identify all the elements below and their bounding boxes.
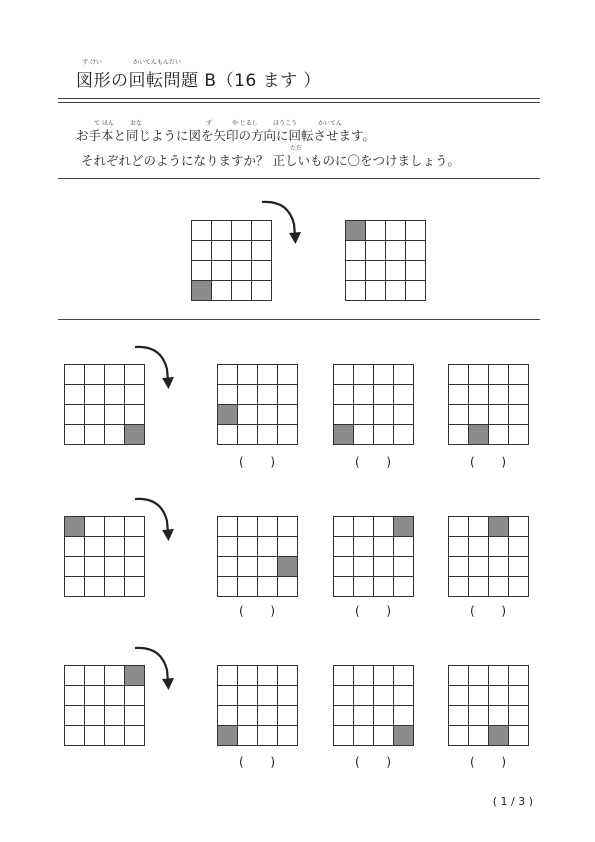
clockwise-arrow-icon: [131, 341, 179, 391]
grid-cell: [354, 365, 374, 385]
grid-cell: [469, 577, 489, 597]
grid-cell: [489, 537, 509, 557]
grid-cell: [374, 577, 394, 597]
example-divider: [58, 319, 540, 320]
grid-cell: [258, 557, 278, 577]
grid-cell: [65, 666, 85, 686]
grid-cell: [489, 577, 509, 597]
grid-cell: [85, 706, 105, 726]
problem-2-choice-3-answer[interactable]: [448, 604, 528, 618]
grid-cell: [238, 425, 258, 445]
grid-cell: [278, 577, 298, 597]
problem-2-choice-2-answer[interactable]: [333, 604, 413, 618]
problem-1-choice-1-answer[interactable]: [217, 455, 297, 469]
problem-3-choice-2-grid[interactable]: [333, 665, 414, 746]
grid-cell: [85, 405, 105, 425]
grid-cell: [65, 537, 85, 557]
grid-cell: [252, 281, 272, 301]
grid-cell: [334, 686, 354, 706]
grid-cell: [258, 517, 278, 537]
grid-cell: [218, 517, 238, 537]
grid-cell: [232, 261, 252, 281]
grid-cell: [105, 365, 125, 385]
close-paren: ): [270, 755, 275, 769]
grid-cell: [374, 537, 394, 557]
grid-cell: [85, 537, 105, 557]
grid-cell: [386, 241, 406, 261]
grid-cell: [105, 666, 125, 686]
grid-cell: [218, 686, 238, 706]
grid-cell: [65, 726, 85, 746]
open-paren: (: [470, 755, 475, 769]
grid-cell: [85, 517, 105, 537]
grid-cell: [449, 405, 469, 425]
grid-cell: [354, 726, 374, 746]
grid-cell: [354, 706, 374, 726]
grid-cell: [278, 666, 298, 686]
grid-cell: [278, 425, 298, 445]
grid-cell: [238, 537, 258, 557]
grid-cell: [105, 557, 125, 577]
grid-cell: [509, 726, 529, 746]
grid-cell: [334, 365, 354, 385]
grid-cell: [238, 686, 258, 706]
open-paren: (: [239, 455, 244, 469]
grid-cell: [212, 281, 232, 301]
grid-cell: [509, 385, 529, 405]
grid-cell: [394, 517, 414, 537]
grid-cell: [469, 365, 489, 385]
grid-cell: [85, 726, 105, 746]
grid-cell: [354, 517, 374, 537]
close-paren: ): [501, 455, 506, 469]
grid-cell: [509, 686, 529, 706]
grid-cell: [105, 726, 125, 746]
grid-cell: [489, 706, 509, 726]
grid-cell: [509, 517, 529, 537]
problem-1-choice-3-grid[interactable]: [448, 364, 529, 445]
close-paren: ): [386, 604, 391, 618]
grid-cell: [192, 261, 212, 281]
grid-cell: [218, 557, 238, 577]
problem-1-choice-2-answer[interactable]: [333, 455, 413, 469]
grid-cell: [509, 365, 529, 385]
instr-furigana-zu: ず: [206, 120, 213, 127]
open-paren: (: [355, 755, 360, 769]
grid-cell: [125, 706, 145, 726]
grid-cell: [346, 261, 366, 281]
grid-cell: [192, 241, 212, 261]
grid-cell: [354, 537, 374, 557]
grid-cell: [212, 241, 232, 261]
grid-cell: [386, 221, 406, 241]
grid-cell: [125, 577, 145, 597]
problem-2-choice-3-grid[interactable]: [448, 516, 529, 597]
grid-cell: [238, 385, 258, 405]
grid-cell: [374, 365, 394, 385]
grid-cell: [258, 577, 278, 597]
grid-cell: [394, 686, 414, 706]
instr-furigana-tehon: て ほん: [94, 120, 114, 127]
grid-cell: [374, 425, 394, 445]
grid-cell: [258, 537, 278, 557]
grid-cell: [105, 425, 125, 445]
close-paren: ): [386, 455, 391, 469]
grid-cell: [366, 221, 386, 241]
grid-cell: [406, 261, 426, 281]
grid-cell: [509, 537, 529, 557]
grid-cell: [469, 706, 489, 726]
problem-3-choice-1-grid[interactable]: [217, 665, 298, 746]
problem-1-choice-1-grid[interactable]: [217, 364, 298, 445]
grid-cell: [212, 221, 232, 241]
grid-cell: [278, 365, 298, 385]
grid-cell: [394, 405, 414, 425]
grid-cell: [394, 666, 414, 686]
grid-cell: [489, 405, 509, 425]
open-paren: (: [355, 455, 360, 469]
grid-cell: [278, 726, 298, 746]
grid-cell: [85, 385, 105, 405]
close-paren: ): [270, 604, 275, 618]
grid-cell: [65, 517, 85, 537]
grid-cell: [125, 726, 145, 746]
grid-cell: [374, 517, 394, 537]
grid-cell: [386, 261, 406, 281]
page-title: 図形の回転問題 B（16 ます ）: [76, 71, 322, 91]
grid-cell: [374, 726, 394, 746]
grid-cell: [218, 706, 238, 726]
grid-cell: [489, 517, 509, 537]
instr-furigana-onaji: おな: [130, 120, 143, 127]
grid-cell: [334, 517, 354, 537]
grid-cell: [65, 686, 85, 706]
example-grid-after: [345, 220, 426, 301]
grid-cell: [354, 425, 374, 445]
grid-cell: [394, 557, 414, 577]
grid-cell: [238, 365, 258, 385]
grid-cell: [394, 706, 414, 726]
grid-cell: [85, 666, 105, 686]
grid-cell: [105, 706, 125, 726]
grid-cell: [489, 365, 509, 385]
grid-cell: [366, 241, 386, 261]
grid-cell: [509, 577, 529, 597]
grid-cell: [65, 405, 85, 425]
grid-cell: [125, 405, 145, 425]
grid-cell: [354, 686, 374, 706]
problem-1-choice-3-answer[interactable]: [448, 455, 528, 469]
clockwise-arrow-icon: [258, 196, 306, 246]
grid-cell: [449, 425, 469, 445]
grid-cell: [278, 405, 298, 425]
grid-cell: [334, 405, 354, 425]
grid-cell: [406, 221, 426, 241]
grid-cell: [489, 385, 509, 405]
grid-cell: [232, 281, 252, 301]
grid-cell: [238, 557, 258, 577]
grid-cell: [449, 537, 469, 557]
grid-cell: [85, 577, 105, 597]
grid-cell: [469, 686, 489, 706]
grid-cell: [449, 666, 469, 686]
grid-cell: [509, 405, 529, 425]
problem-3-choice-3-grid[interactable]: [448, 665, 529, 746]
problem-2-choice-1-grid[interactable]: [217, 516, 298, 597]
grid-cell: [449, 577, 469, 597]
grid-cell: [218, 537, 238, 557]
title-divider-top: [58, 98, 540, 99]
grid-cell: [489, 425, 509, 445]
grid-cell: [65, 385, 85, 405]
grid-cell: [374, 706, 394, 726]
instruction-divider: [58, 178, 540, 179]
clockwise-arrow-icon: [131, 642, 179, 692]
grid-cell: [278, 385, 298, 405]
grid-cell: [105, 537, 125, 557]
grid-cell: [105, 405, 125, 425]
grid-cell: [394, 365, 414, 385]
grid-cell: [489, 557, 509, 577]
grid-cell: [334, 726, 354, 746]
grid-cell: [278, 537, 298, 557]
grid-cell: [258, 425, 278, 445]
grid-cell: [469, 537, 489, 557]
close-paren: ): [270, 455, 275, 469]
grid-cell: [509, 557, 529, 577]
grid-cell: [449, 706, 469, 726]
grid-cell: [374, 666, 394, 686]
grid-cell: [65, 365, 85, 385]
problem-2-choice-2-grid[interactable]: [333, 516, 414, 597]
grid-cell: [334, 557, 354, 577]
grid-cell: [218, 385, 238, 405]
grid-cell: [334, 385, 354, 405]
grid-cell: [354, 557, 374, 577]
problem-3-choice-3-answer[interactable]: [448, 755, 528, 769]
grid-cell: [469, 405, 489, 425]
title-divider-bottom: [58, 102, 540, 103]
grid-cell: [374, 686, 394, 706]
grid-cell: [334, 537, 354, 557]
grid-cell: [238, 577, 258, 597]
page-number: ( 1 / 3 ): [492, 795, 533, 808]
grid-cell: [278, 706, 298, 726]
grid-cell: [354, 577, 374, 597]
problem-1-choice-2-grid[interactable]: [333, 364, 414, 445]
grid-cell: [354, 385, 374, 405]
grid-cell: [469, 666, 489, 686]
grid-cell: [65, 557, 85, 577]
grid-cell: [449, 726, 469, 746]
grid-cell: [489, 666, 509, 686]
problem-3-choice-1-answer[interactable]: [217, 755, 297, 769]
grid-cell: [85, 425, 105, 445]
grid-cell: [85, 686, 105, 706]
clockwise-arrow-icon: [131, 493, 179, 543]
grid-cell: [334, 425, 354, 445]
instruction-line-1: お手本と同じように図を矢印の方向に回転させます。: [76, 128, 376, 143]
instr-furigana-tadashii: ただ: [290, 145, 303, 152]
grid-cell: [258, 686, 278, 706]
grid-cell: [65, 706, 85, 726]
grid-cell: [238, 726, 258, 746]
grid-cell: [85, 365, 105, 385]
open-paren: (: [470, 455, 475, 469]
grid-cell: [258, 666, 278, 686]
grid-cell: [406, 241, 426, 261]
grid-cell: [125, 557, 145, 577]
grid-cell: [232, 221, 252, 241]
grid-cell: [509, 425, 529, 445]
grid-cell: [394, 385, 414, 405]
grid-cell: [346, 221, 366, 241]
problem-3-choice-2-answer[interactable]: [333, 755, 413, 769]
grid-cell: [238, 517, 258, 537]
grid-cell: [394, 537, 414, 557]
grid-cell: [509, 666, 529, 686]
open-paren: (: [239, 604, 244, 618]
grid-cell: [105, 385, 125, 405]
grid-cell: [192, 281, 212, 301]
grid-cell: [218, 666, 238, 686]
grid-cell: [406, 281, 426, 301]
grid-cell: [374, 405, 394, 425]
grid-cell: [218, 577, 238, 597]
grid-cell: [449, 557, 469, 577]
close-paren: ): [501, 604, 506, 618]
grid-cell: [278, 557, 298, 577]
open-paren: (: [239, 755, 244, 769]
grid-cell: [105, 517, 125, 537]
close-paren: ): [501, 755, 506, 769]
title-furigana-zukei: ず けい: [82, 59, 102, 66]
grid-cell: [238, 405, 258, 425]
grid-cell: [218, 365, 238, 385]
grid-cell: [346, 241, 366, 261]
grid-cell: [258, 365, 278, 385]
grid-cell: [334, 577, 354, 597]
grid-cell: [469, 557, 489, 577]
grid-cell: [278, 686, 298, 706]
grid-cell: [258, 405, 278, 425]
grid-cell: [105, 577, 125, 597]
instr-furigana-kaiten: かいてん: [318, 120, 343, 127]
grid-cell: [354, 405, 374, 425]
grid-cell: [449, 365, 469, 385]
grid-cell: [469, 425, 489, 445]
instruction-line-2: それぞれどのようになりますか？ 正しいものに〇をつけましょう。: [81, 153, 460, 168]
grid-cell: [374, 557, 394, 577]
grid-cell: [469, 726, 489, 746]
grid-cell: [449, 385, 469, 405]
grid-cell: [212, 261, 232, 281]
grid-cell: [394, 726, 414, 746]
grid-cell: [238, 706, 258, 726]
grid-cell: [252, 261, 272, 281]
grid-cell: [366, 261, 386, 281]
grid-cell: [218, 405, 238, 425]
grid-cell: [449, 517, 469, 537]
grid-cell: [334, 706, 354, 726]
grid-cell: [449, 686, 469, 706]
grid-cell: [366, 281, 386, 301]
grid-cell: [489, 686, 509, 706]
grid-cell: [386, 281, 406, 301]
grid-cell: [232, 241, 252, 261]
grid-cell: [489, 726, 509, 746]
grid-cell: [469, 385, 489, 405]
grid-cell: [354, 666, 374, 686]
grid-cell: [105, 686, 125, 706]
problem-2-choice-1-answer[interactable]: [217, 604, 297, 618]
grid-cell: [218, 726, 238, 746]
grid-cell: [469, 517, 489, 537]
title-furigana-kaiten: かいてんもんだい: [133, 59, 182, 66]
grid-cell: [509, 706, 529, 726]
grid-cell: [192, 221, 212, 241]
grid-cell: [258, 726, 278, 746]
grid-cell: [346, 281, 366, 301]
grid-cell: [278, 517, 298, 537]
grid-cell: [125, 425, 145, 445]
grid-cell: [238, 666, 258, 686]
grid-cell: [374, 385, 394, 405]
grid-cell: [334, 666, 354, 686]
instr-furigana-houkou: ほうこう: [273, 120, 298, 127]
grid-cell: [258, 706, 278, 726]
grid-cell: [65, 425, 85, 445]
grid-cell: [218, 425, 238, 445]
grid-cell: [394, 577, 414, 597]
close-paren: ): [386, 755, 391, 769]
instr-furigana-yajirushi: や じるし: [232, 120, 258, 127]
open-paren: (: [470, 604, 475, 618]
grid-cell: [394, 425, 414, 445]
grid-cell: [85, 557, 105, 577]
grid-cell: [258, 385, 278, 405]
open-paren: (: [355, 604, 360, 618]
grid-cell: [65, 577, 85, 597]
